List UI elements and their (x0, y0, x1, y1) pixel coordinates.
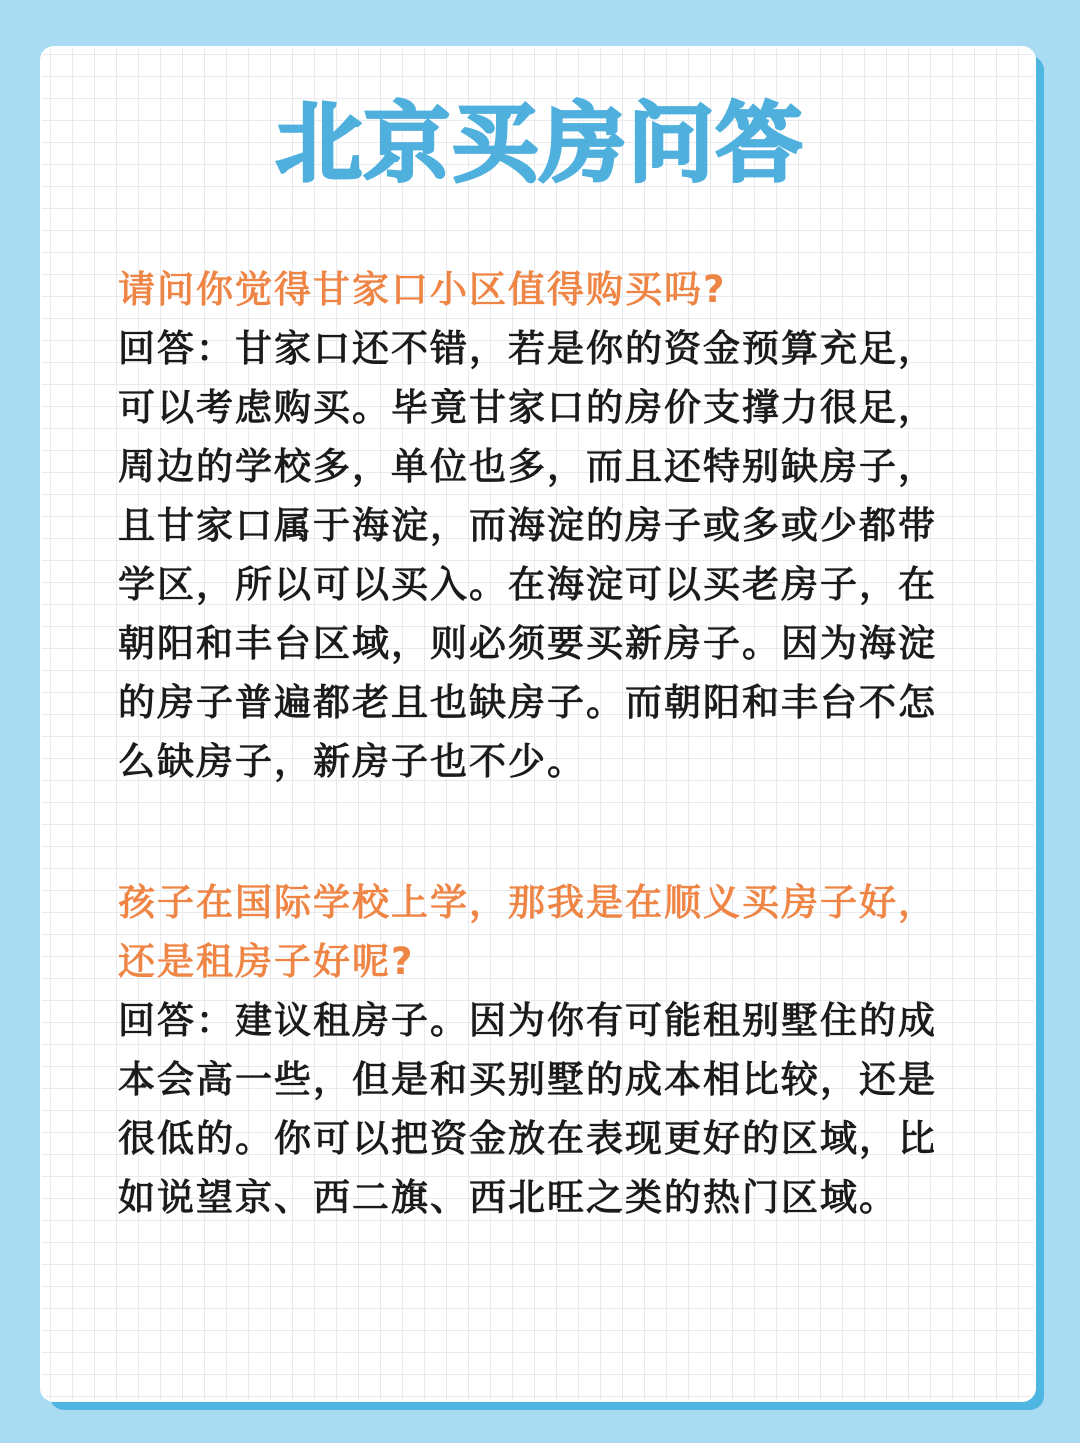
question-text: 孩子在国际学校上学，那我是在顺义买房子好，还是租房子好呢? (118, 881, 937, 983)
qa-item (118, 873, 968, 1227)
answer-text: 回答：建议租房子。因为你有可能租别墅住的成本会高一些，但是和买别墅的成本相比较，还是很低的。你可以把资金放在表现更好的区域，比如说望京、西二旗、西北旺之类的热门区域。 (118, 999, 937, 1219)
section-gap (118, 791, 968, 873)
question-text: 请问你觉得甘家口小区值得购买吗? (118, 268, 727, 311)
page-title: 北京买房问答 (276, 94, 804, 194)
qa-item (118, 260, 968, 791)
qa-list (118, 260, 968, 1227)
answer-text: 回答：甘家口还不错，若是你的资金预算充足，可以考虑购买。毕竟甘家口的房价支撑力很足，周边的学校多，单位也多，而且还特别缺房子，且甘家口属于海淀，而海淀的房子或多或少都带学区，所以可以买入。在海淀可以买老房子，在朝阳和丰台区域，则必须要买新房子。因为海淀的房子普遍都老且也缺房子。而朝阳和丰台不怎么缺房子，新房子也不少。 (118, 327, 937, 783)
